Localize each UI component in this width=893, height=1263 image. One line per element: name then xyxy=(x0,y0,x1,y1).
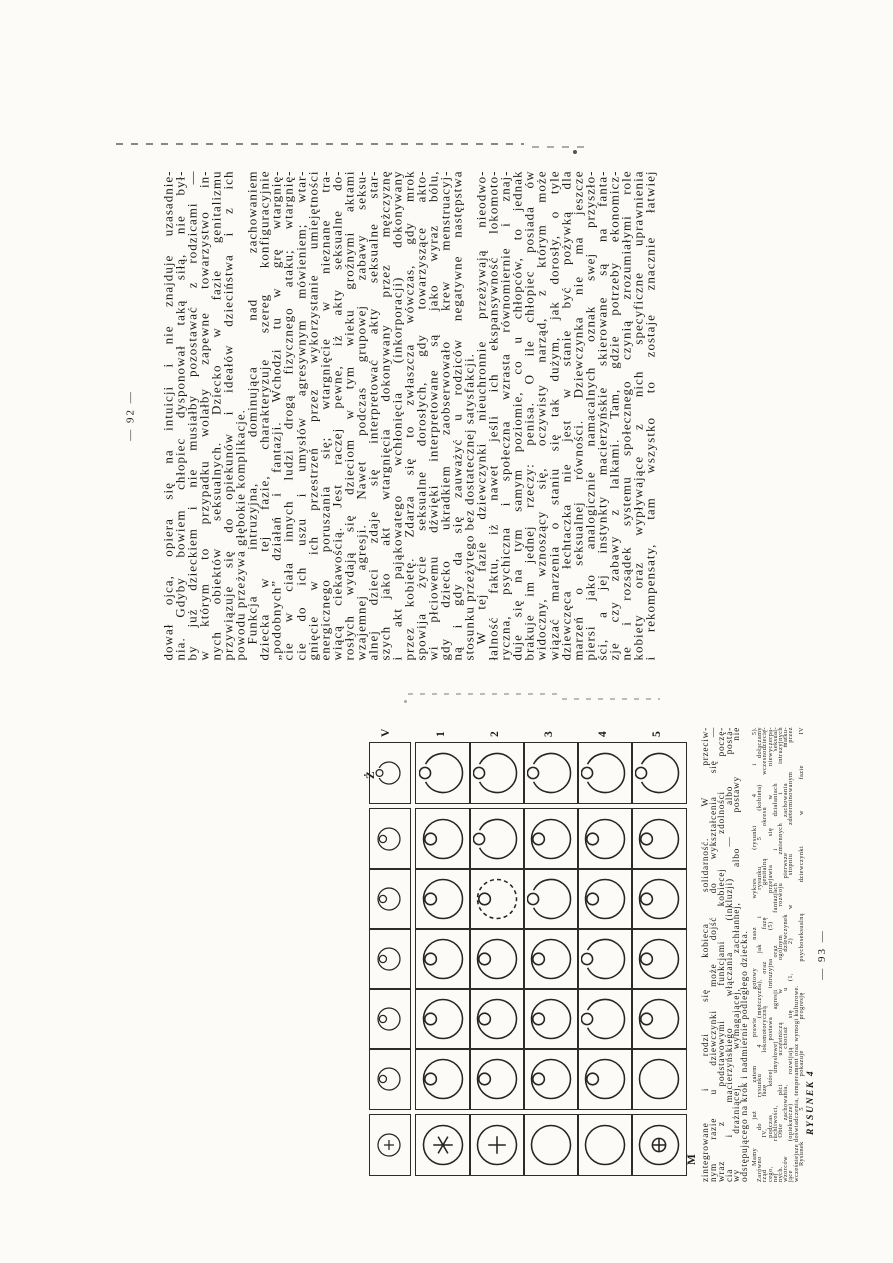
text-line: nej ruchliwości, umysłowej agresji oraz fantazjach i działaniach seksual- xyxy=(771,727,779,1182)
text-line: marzeń o seksualnej równości. Dziewczynka nie ma jeszcze xyxy=(569,170,585,660)
text-line: wcześniejsze doświadczenia, temperament oraz wymogi kulturowe. xyxy=(792,985,800,1182)
figure-cell-circle-inner xyxy=(631,868,687,930)
text-line: gnięcie w ich przestrzeń przez wykorzystanie umiejętności xyxy=(304,170,320,660)
text-line: wiązać marzenia o staniu się tak dużym, jak dorosły, o tyle xyxy=(545,170,561,660)
figure-cell-circle-dashed xyxy=(469,868,525,930)
text-line: piersi jako analogicznie namacalnych oznak swej przyszło- xyxy=(581,170,597,660)
figure-cell-circle-inner xyxy=(577,1048,633,1110)
text-line: Mamy już zatem prawie gotowy nasz wykres (rysunki 4 i 5). xyxy=(751,727,758,1166)
text-line: brakuje im jednej rzeczy: penisa. O ile chłopiec posiada ów xyxy=(521,170,537,660)
scan-artifact-dashed-line xyxy=(116,143,524,145)
figure-grid xyxy=(370,743,686,1175)
figure-mode-label: 4 xyxy=(597,731,609,737)
figure-cell-circle-inner xyxy=(523,928,579,990)
text-line: wiącą ciekawością. Jest raczej pewne, iż akty seksualne do- xyxy=(328,170,344,660)
figure-cell-circle-open xyxy=(523,868,579,930)
figure-cell-circle-inner xyxy=(415,928,471,990)
text-line: widoczny, wznoszący się, oczywisty narząd, z którym może xyxy=(533,170,549,660)
figure-mode-label: 2 xyxy=(489,731,501,737)
text-line: cego, podczas której postawa intruzyjna (5) przejawia się w niewyczerpa- xyxy=(766,727,774,1182)
text-line: łalność faktu, iż nawet jeśli ich ekspansywność lokomoto- xyxy=(485,170,501,660)
text-line: dziecka w tej fazie, charakteryzuje szereg konfiguracyjnie xyxy=(256,170,272,660)
text-line: zje czy zabawy z lalkami. Tam, gdzie potrzeby ekonomicz- xyxy=(605,170,621,660)
scan-artifact-dashed-line xyxy=(532,146,586,148)
figure-cell-circle-inner xyxy=(577,868,633,930)
text-line: dował ojca, opiera się na intuicji i nie znajduje uzasadnie- xyxy=(160,170,175,660)
figure-cell-circle-inner xyxy=(523,808,579,870)
figure-mode-label: 5 xyxy=(651,731,663,737)
figure-cell-circle-inner xyxy=(415,868,471,930)
text-line: cie do ich uszu i umysłów agresywnym mówieniem; wtar- xyxy=(292,170,308,660)
text-line: cie w ciała innych ludzi drogą fizycznego ataku; wtargnię- xyxy=(280,170,296,660)
figure-cell-circle-open xyxy=(577,928,633,990)
text-line: nych obiektów seksualnych. Dziecko w fazie genitalizmu xyxy=(208,170,224,660)
figure-cell-small-circle-inner xyxy=(369,988,411,1050)
text-line: ną i gdy da się zauważyć u rodziców negatywne następstwa xyxy=(449,170,465,660)
page-93 xyxy=(115,726,832,1183)
figure-cell-circle-plus xyxy=(469,1114,525,1176)
text-line: kobiety oraz wypływające z nich specyficzne uprawnienia xyxy=(629,170,645,660)
text-line: jące (opiekuńcze) rozwijają się (1, 2) w stopniu zdeterminowanym przez xyxy=(787,727,795,1182)
text-line: w którym to przypadku wolałby zapewne towarzystwo in- xyxy=(196,170,212,660)
text-line: nych. Obie płci uczestniczą w ogólnym rozwoju zmiennych i intruzyjnych xyxy=(776,727,784,1182)
text-line: wzajemnej agresji. Nawet podczas grupowej zabawy seksu- xyxy=(352,170,368,660)
figure-mode-label: 3 xyxy=(543,731,555,737)
figure-cell-circle-open xyxy=(631,742,687,804)
figure-cell-circle-inner xyxy=(415,808,471,870)
figure-cell-circle-crossed xyxy=(631,1114,687,1176)
text-line: nia. Gdyby bowiem chłopiec dysponował taką siłą, nie był- xyxy=(172,170,188,660)
figure-cell-circle-inner xyxy=(577,808,633,870)
text-line: Zarówno do rysunku 4 (mężczyzna), jak i rysunku 5 (kobieta) dołączamy xyxy=(756,727,764,1182)
text-line: zintegrowane i rodzi się kobieca solidarność. W przeciw- xyxy=(701,727,711,1182)
figure-cell-circle-inner xyxy=(469,928,525,990)
figure-cell-small-circle-plus xyxy=(369,1114,411,1176)
figure-cell-circle xyxy=(577,1114,633,1176)
scan-speck xyxy=(573,150,577,154)
figure-cell-circle-open xyxy=(577,988,633,1050)
figure-caption: RYSUNEK 4 xyxy=(806,1069,816,1135)
figure-cell-small-circle-inner xyxy=(369,1048,411,1110)
figure-cell-circle-inner xyxy=(631,808,687,870)
text-line: dziewczęca łechtaczka nie jest w stanie być pożywką dla xyxy=(557,170,573,660)
text-line: ne i rozsądek systemu społecznego czynią zrozumiałymi role xyxy=(617,170,633,660)
figure-cell-small-circle-inner xyxy=(369,928,411,990)
text-line: rosłych wydają się dzieciom w tym wieku groźnymi aktami xyxy=(340,170,356,660)
text-line: cia i macierzyńskiego włączania (inkluzji) — albo posta- xyxy=(724,727,735,1182)
text-line: i rekompensaty, tam wszystko to zostaje znacznie łatwiej xyxy=(641,170,657,660)
page-92 xyxy=(120,168,665,662)
text-line: gdy dziecko ukradkiem zaobserwowało krew menstruacyj- xyxy=(437,170,453,660)
figure-cell-circle-open xyxy=(415,742,471,804)
page-92-text xyxy=(162,170,656,660)
figure-cell-circle-open xyxy=(523,742,579,804)
figure-cell-circle-open xyxy=(577,742,633,804)
figure-cell-circle xyxy=(631,1048,687,1110)
figure-label-male: M xyxy=(686,1154,698,1165)
text-line: „podobnych” działań i fantazji. Wchodzi tu w grę wtargnię- xyxy=(268,170,284,660)
figure-label-female: Ż xyxy=(365,771,377,779)
text-line: by już dzieckiem i nie musiałby pozostawać z rodzicami — xyxy=(184,170,200,660)
text-line: ryczna, psychiczna i społeczna wzrasta równomiernie i znaj- xyxy=(497,170,513,660)
text-line: Rysunek 5 pokazuje progresję psychoseksualną dziewczynki w fazie IV xyxy=(797,727,805,1166)
figure-cell-circle-asterisk xyxy=(415,1114,471,1176)
scan-artifact-dashed-line xyxy=(408,693,558,695)
figure-cell-circle-open xyxy=(469,808,525,870)
figure-cell-circle-open xyxy=(469,742,525,804)
figure-cell-small-circle-inner xyxy=(369,868,411,930)
text-line: spowija życie seksualne dorosłych, gdy towarzyszące akto- xyxy=(412,170,428,660)
figure-cell-circle xyxy=(523,1114,579,1176)
text-line: nym razie u dziewczynki może dojść do wykształcenia się — xyxy=(708,727,719,1182)
page-92-folio: — 92 — xyxy=(124,389,136,441)
page-93-small-text xyxy=(752,727,804,1182)
text-line: duje się na tym samym poziomie, co u chłopców, to jednak xyxy=(509,170,525,660)
text-line: wzorców zachowania, chociaż u dziewczynek pierwsze zachowania matku- xyxy=(782,727,790,1182)
figure-mode-label: 1 xyxy=(435,731,447,737)
text-line: odstępującego na krok i nadmiernie podległego dziecka. xyxy=(740,930,751,1182)
figure-cell-circle-inner xyxy=(631,988,687,1050)
scan-artifact-dashed-line xyxy=(562,698,660,700)
text-line: stosunku przeżytego bez dostatecznej satysfakcji. xyxy=(461,352,477,660)
text-line: Funkcja intruzyjna, dominująca nad zachowaniem xyxy=(244,170,260,644)
figure-cell-small-circle-inner xyxy=(369,808,411,870)
figure-cell-circle-inner xyxy=(469,1048,525,1110)
figure-cell-circle-inner xyxy=(415,1048,471,1110)
figure-cell-circle-inner xyxy=(415,988,471,1050)
text-line: wi płciowemu dźwięki interpretowane są jako wyraz bólu, xyxy=(425,170,441,660)
figure-cell-circle-inner xyxy=(631,928,687,990)
text-line: przywiązuje się do opiekunów i ideałów dzieciństwa i z ich xyxy=(220,170,236,660)
figure-cell-circle-inner xyxy=(523,988,579,1050)
figure-cell-circle-inner xyxy=(469,988,525,1050)
text-line: powodu przeżywa głębokie komplikacje. xyxy=(232,408,248,660)
text-line: energicznego poruszania się; wtargnięcie w nieznane tra- xyxy=(316,170,332,660)
scan-speck xyxy=(404,700,407,703)
text-line: rząd IV, fazę lokomotoryczną oraz fazę genitalną okresu wczesnodziecię- xyxy=(761,727,769,1182)
figure-label-zone-v: V xyxy=(380,728,392,737)
figure-rysunek-4 xyxy=(365,726,700,1183)
text-line: ści, a jej instynkty macierzyńskie skierowane są na fanta- xyxy=(593,170,609,660)
text-line: przez kobietę. Zdarza się to zwłaszcza wówczas, gdy mrok xyxy=(400,170,416,660)
page-93-folio: — 93 — xyxy=(816,929,828,980)
text-line: alnej dzieci zdaje się interpretować akty seksualne star- xyxy=(364,170,380,660)
text-line: wy drażniącej, wymagającej, zachłannej, albo postawy nie xyxy=(732,727,743,1182)
text-line: i akt pająkowatego wchłonięcia (inkorporacji) dokonywany xyxy=(388,170,404,660)
text-line: W tej fazie dziewczynki nieuchronnie przeżywają nieodwo- xyxy=(473,170,489,644)
text-line: szych jako akt wtargnięcia dokonywany przez mężczyznę xyxy=(376,170,392,660)
figure-cell-circle-inner xyxy=(523,1048,579,1110)
page-93-body-text xyxy=(703,727,750,1182)
text-line: wraz z podstawowymi funkcjami kobiecej zdolności poczę- xyxy=(716,727,727,1182)
